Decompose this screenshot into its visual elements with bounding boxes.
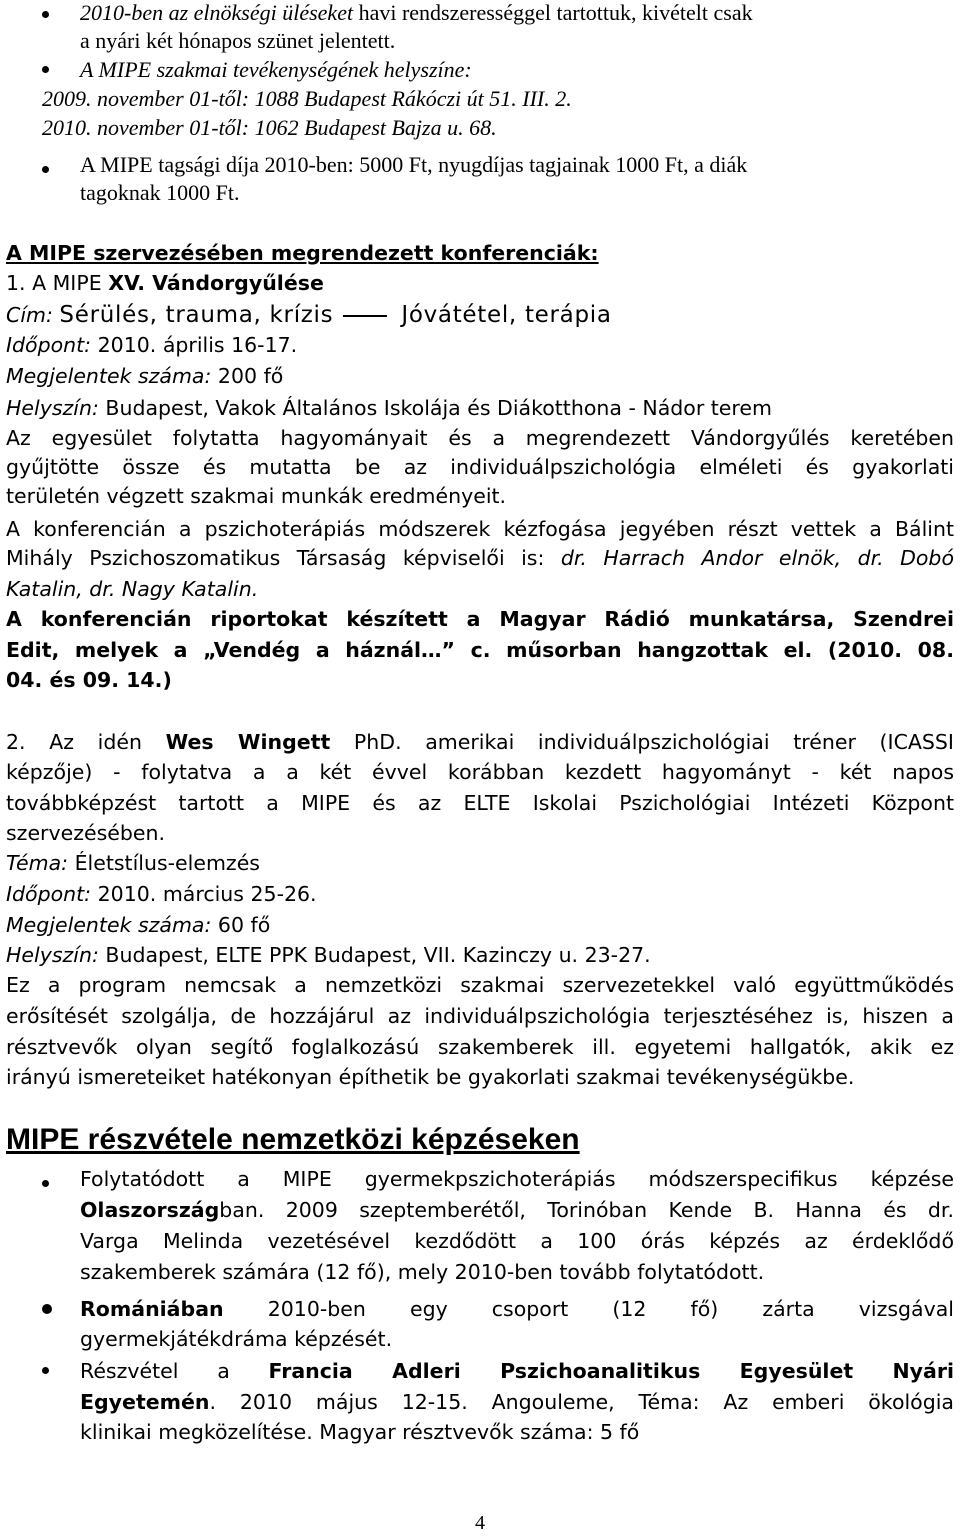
megj2-label: Megjelentek száma: (6, 913, 212, 937)
bullet-icon (42, 1304, 52, 1314)
cim-right: Jóvátétel, terápia (401, 302, 612, 328)
france-rest: . 2010 május 12-15. Angouleme, Téma: Az emberi ökológia (209, 1390, 954, 1414)
cim-left: Sérülés, trauma, krízis (59, 302, 334, 328)
bullet-icon (42, 1180, 49, 1187)
intl-item-1-line1: Folytatódott a MIPE gyermekpszichoterápiás módszerspecifikus képzése (80, 1167, 954, 1191)
bullet-icon (42, 11, 49, 18)
france-prefix: Részvétel a (80, 1359, 269, 1383)
para-3-line2: Edit, melyek a „Vendég a háznál…” c. műsorban hangzottak el. (2010. 08. (6, 638, 954, 662)
venue-2009: 2009. november 01-től: 1088 Budapest Rákóczi út 51. III. 2. (42, 86, 572, 111)
bullet-fees: A MIPE tagsági díja 2010-ben: 5000 Ft, nyugdíjas tagjainak 1000 Ft, a diák (80, 152, 748, 177)
hely2-label: Helyszín: (6, 943, 99, 967)
intl-item-1-line2 (80, 1195, 954, 1225)
bullet-fees-line2: tagoknak 1000 Ft. (80, 180, 240, 205)
intl-item-2-line2: gyermekjátékdráma képzését. (80, 1327, 393, 1351)
conferences-heading: A MIPE szervezésében megrendezett konferenciák: (6, 241, 599, 265)
meetings-italic: 2010-ben az elnökségi üléseket (80, 0, 354, 25)
idopont-label: Időpont: (6, 333, 92, 357)
conference-2-line1 (6, 727, 954, 757)
intl-item-3-line1 (80, 1356, 954, 1386)
hely2-value: Budapest, ELTE PPK Budapest, VII. Kazinczy u. 23-27. (98, 943, 651, 967)
conference-2-line2: képzője) - folytatva a a két évvel korábban kezdett hagyományt - két napos (6, 760, 954, 784)
intl-item-3-line2 (80, 1387, 954, 1417)
romania-bold: Romániában (80, 1297, 224, 1321)
bullet-venue: A MIPE szakmai tevékenységének helyszíne: (80, 57, 472, 82)
para-4-line4: irányú ismereteiket hatékonyan építhetik be gyakorlati szakmai tevékenységükbe. (6, 1065, 855, 1089)
conference-1-cim (6, 300, 954, 330)
conference-2-line4: szervezésében. (6, 821, 166, 845)
italy-rest: ban. 2009 szeptemberétől, Torinóban Kende B. Hanna és dr. (219, 1198, 954, 1222)
dash-line (343, 315, 387, 317)
venue-2010: 2010. november 01-től: 1062 Budapest Bajza u. 68. (42, 115, 497, 140)
france-bold: Francia Adleri Pszichoanalitikus Egyesület Nyári (268, 1359, 954, 1383)
idopont2-label: Időpont: (6, 882, 92, 906)
para-1-line3: területén végzett szakmai munkák eredményeit. (6, 484, 507, 508)
conference-1-title (6, 268, 954, 298)
idopont2-value: 2010. március 25-26. (91, 882, 317, 906)
megj-label: Megjelentek száma: (6, 364, 212, 388)
para-1-line1: Az egyesület folytatta hagyományait és a megrendezett Vándorgyűlés keretében (6, 426, 954, 450)
conference-2-attendance (6, 910, 954, 940)
conference-1-location (6, 393, 954, 423)
bullet-icon (42, 166, 49, 173)
para-2-line3: Katalin, dr. Nagy Katalin. (6, 577, 259, 601)
intl-item-3-line3: klinikai megközelítése. Magyar résztvevők száma: 5 fő (80, 1420, 640, 1444)
page-number: 4 (475, 1512, 485, 1534)
intl-heading: MIPE részvétele nemzetközi képzéseken (6, 1123, 580, 1156)
para-2-names: dr. Harrach Andor elnök, dr. Dobó (560, 546, 954, 570)
para-4-line2: erősítését szolgálja, de hozzájárul az individuálpszichológia terjesztéséhez is, hiszen a (6, 1004, 954, 1028)
conference-1-bold: XV. Vándorgyűlése (108, 271, 324, 295)
conference-2-line3: továbbképzést tartott a MIPE és az ELTE Iskolai Pszichológiai Intézeti Központ (6, 791, 954, 815)
hely-value: Budapest, Vakok Általános Iskolája és Diákotthona - Nádor terem (98, 396, 772, 420)
megj-value: 200 fő (211, 364, 284, 388)
conference-2-rest: PhD. amerikai individuálpszichológiai tréner (ICASSI (330, 730, 954, 754)
cim-label: Cím: (6, 303, 53, 327)
conference-1-date (6, 330, 954, 360)
para-4-line1: Ez a program nemcsak a nemzetközi szakmai szervezetekkel való együttműködés (6, 973, 954, 997)
france-bold-2: Egyetemén (80, 1390, 210, 1414)
para-3-line3: 04. és 09. 14.) (6, 668, 172, 692)
bullet-meetings (80, 0, 954, 28)
bullet-meetings-line2: a nyári két hónapos szünet jelentett. (80, 28, 396, 53)
idopont-value: 2010. április 16-17. (91, 333, 298, 357)
conference-2-name: Wes Wingett (165, 730, 331, 754)
hely-label: Helyszín: (6, 396, 99, 420)
intl-item-1-line3: Varga Melinda vezetésével kezdődött a 100 órás képzés az érdeklődő (80, 1229, 954, 1253)
megj2-value: 60 fő (211, 913, 271, 937)
para-2-line2 (6, 543, 954, 573)
para-4-line3: résztvevők olyan segítő foglalkozású szakemberek ill. egyetemi hallgatók, akik ez (6, 1035, 954, 1059)
bullet-icon (42, 66, 49, 73)
intl-item-2-line1 (80, 1294, 954, 1324)
para-2-line2-text: Mihály Pszichoszomatikus Társaság képviselői is: (6, 546, 561, 570)
conference-2-location (6, 940, 954, 970)
conference-2-prefix: 2. Az idén (6, 730, 166, 754)
bullet-icon (42, 1367, 49, 1374)
para-2-line1: A konferencián a pszichoterápiás módszerek kézfogása jegyében részt vettek a Bálint (6, 517, 954, 541)
italy-bold: Olaszország (80, 1198, 220, 1222)
intl-item-1-line4: szakemberek számára (12 fő), mely 2010-ben tovább folytatódott. (80, 1260, 765, 1284)
meetings-rest: havi rendszerességgel tartottuk, kivételt csak (353, 0, 753, 25)
tema-value: Életstílus-elemzés (68, 851, 260, 875)
conference-1-attendance (6, 361, 954, 391)
para-1-line2: gyűjtötte össze és mutatta be az individuálpszichológia elméleti és gyakorlati (6, 455, 954, 479)
romania-rest: 2010-ben egy csoport (12 fő) zárta vizsgával (223, 1297, 954, 1321)
conference-1-prefix: 1. A MIPE (6, 271, 109, 295)
conference-2-date (6, 879, 954, 909)
conference-2-topic (6, 848, 954, 878)
para-3-line1: A konferencián riportokat készített a Magyar Rádió munkatársa, Szendrei (6, 607, 954, 631)
tema-label: Téma: (6, 851, 69, 875)
